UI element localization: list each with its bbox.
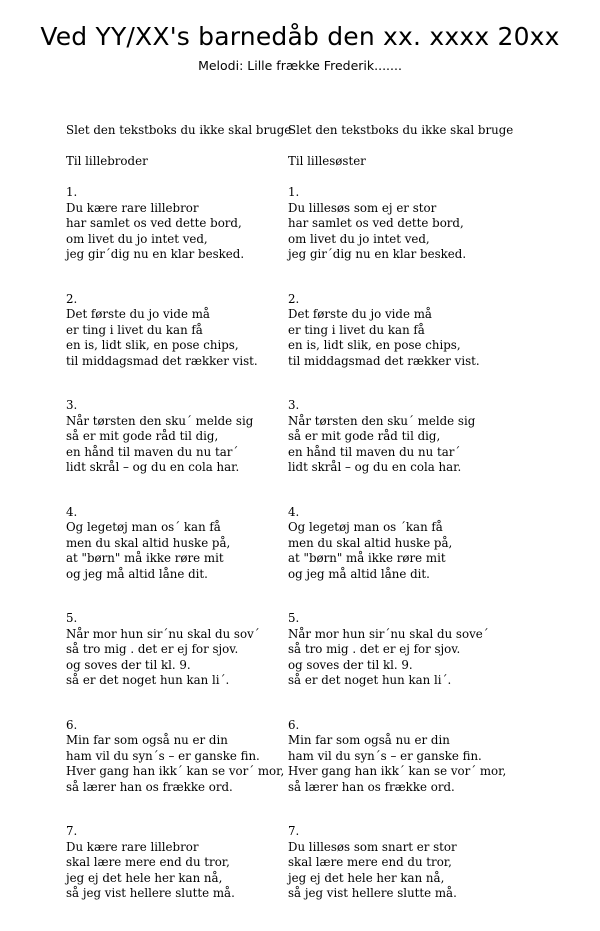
verse-line: til middagsmad det rækker vist.	[66, 353, 258, 368]
verse-line: ham vil du syn´s – er ganske fin.	[66, 748, 260, 763]
melody-subtitle: Melodi: Lille frække Frederik.......	[198, 58, 402, 73]
verse	[288, 611, 538, 689]
verse-number: 5.	[288, 611, 300, 625]
verse-line: er ting i livet du kan få	[66, 322, 203, 337]
verse-line: Det første du jo vide må	[66, 307, 210, 321]
verse-line: Min far som også nu er din	[288, 733, 450, 747]
verse-line: har samlet os ved dette bord,	[288, 216, 464, 230]
verse-line: jeg ej det hele her kan nå,	[288, 870, 445, 885]
column-lillebroder	[66, 123, 316, 931]
verse-line: og jeg må altid låne dit.	[66, 566, 208, 581]
verse-list	[288, 185, 538, 902]
verse-line: så lærer han os frække ord.	[288, 779, 455, 794]
verse-line: og soves der til kl. 9.	[288, 657, 413, 672]
verse	[288, 824, 538, 902]
verse-line: Hver gang han ikk´ kan se vor´ mor,	[288, 764, 507, 778]
verse-line: lidt skrål – og du en cola har.	[288, 460, 462, 474]
verse-line: Når tørsten den sku´ melde sig	[288, 413, 476, 428]
verse-line: så lærer han os frække ord.	[66, 779, 233, 794]
verse-line: har samlet os ved dette bord,	[66, 216, 242, 230]
verse-line: Når mor hun sir´nu skal du sove´	[288, 626, 489, 641]
verse-number: 2.	[66, 291, 78, 306]
verse-line: og soves der til kl. 9.	[66, 657, 191, 672]
verse-line: og jeg må altid låne dit.	[288, 566, 430, 581]
verse-line: Min far som også nu er din	[66, 733, 228, 747]
verse-line: så tro mig . det er ej for sjov.	[66, 642, 239, 656]
verse-line: at "børn" må ikke røre mit	[288, 551, 446, 565]
verse-line: jeg ej det hele her kan nå,	[66, 870, 223, 885]
instruction-note: Slet den tekstboks du ikke skal bruge	[66, 123, 292, 137]
verse	[66, 611, 316, 689]
verse-line: så er mit gode råd til dig,	[66, 429, 219, 443]
verse-number: 4.	[66, 504, 78, 519]
column-lillesoester	[288, 123, 538, 931]
verse-line: jeg gir´dig nu en klar besked.	[66, 247, 245, 261]
column-heading: Til lillebroder	[66, 154, 148, 168]
verse-line: lidt skrål – og du en cola har.	[66, 460, 240, 474]
verse-line: men du skal altid huske på,	[288, 535, 453, 550]
verse-number: 3.	[288, 398, 300, 412]
verse-line: Hver gang han ikk´ kan se vor´ mor,	[66, 764, 285, 778]
verse-line: en is, lidt slik, en pose chips,	[288, 338, 461, 352]
verse-line: Og legetøj man os´ kan få	[66, 520, 221, 534]
verse-line: så er mit gode råd til dig,	[288, 429, 441, 443]
verse-line: Når mor hun sir´nu skal du sov´	[66, 626, 260, 641]
verse-number: 3.	[66, 398, 78, 412]
verse-number: 7.	[66, 824, 78, 838]
verse-line: Du kære rare lillebror	[66, 200, 199, 215]
verse	[288, 398, 538, 476]
verse	[66, 398, 316, 476]
verse-number: 6.	[288, 717, 300, 732]
verse	[66, 718, 316, 796]
verse-line: men du skal altid huske på,	[66, 535, 231, 550]
verse-line: Og legetøj man os ´kan få	[288, 520, 443, 534]
verse-line: så er det noget hun kan li´.	[66, 673, 230, 687]
verse-line: så jeg vist hellere slutte må.	[66, 886, 235, 900]
verse-line: så jeg vist hellere slutte må.	[288, 886, 457, 900]
verse-line: ham vil du syn´s – er ganske fin.	[288, 748, 482, 763]
verse-number: 2.	[288, 291, 300, 306]
verse	[288, 505, 538, 583]
verse-line: en is, lidt slik, en pose chips,	[66, 338, 239, 352]
verse-line: til middagsmad det rækker vist.	[288, 353, 480, 368]
verse-line: så tro mig . det er ej for sjov.	[288, 642, 461, 656]
verse-line: skal lære mere end du tror,	[66, 855, 230, 869]
page-title: Ved YY/XX's barnedåb den xx. xxxx 20xx	[40, 22, 560, 51]
verse-number: 7.	[288, 824, 300, 838]
verse-line: så er det noget hun kan li´.	[288, 673, 452, 687]
verse-line: Når tørsten den sku´ melde sig	[66, 413, 254, 428]
verse-line: Du lillesøs som ej er stor	[288, 200, 437, 215]
verse-line: at "børn" må ikke røre mit	[66, 551, 224, 565]
verse-line: jeg gir´dig nu en klar besked.	[288, 247, 467, 261]
verse-line: om livet du jo intet ved,	[66, 231, 208, 246]
verse-list	[66, 185, 316, 902]
verse	[66, 505, 316, 583]
instruction-note: Slet den tekstboks du ikke skal bruge	[288, 123, 514, 137]
verse-line: en hånd til maven du nu tar´	[288, 444, 461, 459]
verse	[288, 718, 538, 796]
verse-line: Du lillesøs som snart er stor	[288, 839, 457, 854]
verse-line: er ting i livet du kan få	[288, 322, 425, 337]
verse-number: 6.	[66, 717, 78, 732]
verse-line: Det første du jo vide må	[288, 307, 432, 321]
verse-line: en hånd til maven du nu tar´	[66, 444, 239, 459]
verse-line: om livet du jo intet ved,	[288, 231, 430, 246]
verse-number: 1.	[66, 185, 78, 199]
verse-number: 4.	[288, 504, 300, 519]
verse-line: Du kære rare lillebror	[66, 839, 199, 854]
column-heading: Til lillesøster	[288, 154, 366, 168]
verse	[288, 185, 538, 263]
verse	[66, 292, 316, 370]
verse	[66, 824, 316, 902]
verse-line: skal lære mere end du tror,	[288, 855, 452, 869]
verse-number: 5.	[66, 611, 78, 625]
verse	[66, 185, 316, 263]
verse	[288, 292, 538, 370]
verse-number: 1.	[288, 185, 300, 199]
